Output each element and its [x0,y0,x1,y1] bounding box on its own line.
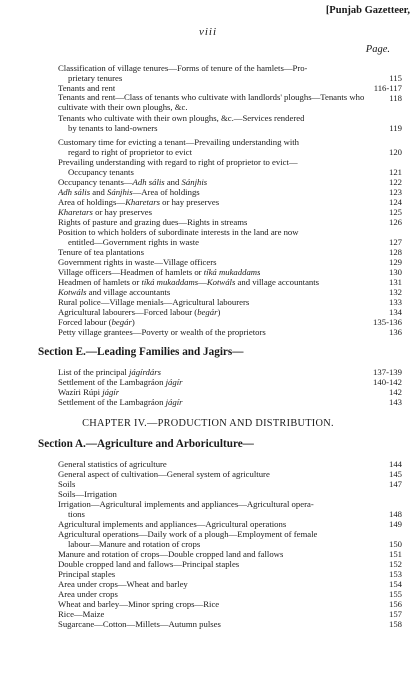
entry-title: Government rights in waste—Village officers [58,257,217,267]
entry-page-number: 134 [388,307,402,317]
entry-title: Wheat and barley—Minor spring crops—Rice [58,599,220,609]
entry-title: Settlement of the Lambagráon jágír [58,377,183,387]
entry-title: Area under crops—Wheat and barley [58,579,188,589]
entry-page-number: 122 [388,177,402,187]
entry-title: labour—Manure and rotation of crops [68,539,201,549]
entry-title: Tenants and rent—Class of tenants who cultivate with landlords' ploughs—Tenants who cultivate with their own ploughs, &c. [58,92,365,112]
entry-title: Village officers—Headmen of hamlets or tíká mukaddams [58,267,261,277]
publication-title: [Punjab Gazetteer, [325,5,410,16]
entry-page-number: 150 [388,539,402,549]
entry-page-number: 120 [388,147,402,157]
entry-page-number: 125 [388,207,402,217]
entry-page-number: 136 [388,327,402,337]
entry-title: Agricultural operations—Daily work of a plough—Employment of female [58,529,318,539]
entry-title: Soils [58,479,76,489]
page-column-label: Page. [365,44,390,55]
toc-entry [0,618,416,631]
entry-title: General aspect of cultivation—General system of agriculture [58,469,270,479]
entry-page-number: 116-117 [373,83,402,93]
entry-page-number: 121 [388,167,402,177]
entry-title: Settlement of the Lambagráon jágír [58,397,183,407]
entry-title: Headmen of hamlets or tíká mukaddams—Kotwáls and village accountants [58,277,320,287]
entry-title: Customary time for evicting a tenant—Prevailing understanding with [58,137,300,147]
entry-page-number: 142 [388,387,402,397]
section-heading: Section A.—Agriculture and Arboriculture— [38,438,254,450]
toc-entry [0,396,416,409]
entry-page-number: 148 [388,509,402,519]
entry-page-number: 127 [388,237,402,247]
entry-page-number: 140-142 [373,377,402,387]
entry-page-number: 133 [388,297,402,307]
entry-page-number: 130 [388,267,402,277]
entry-page-number: 143 [388,397,402,407]
entry-title: Kotwáls and village accountants [58,287,171,297]
entry-title: Rights of pasture and grazing dues—Rights in streams [58,217,248,227]
entry-page-number: 153 [388,569,402,579]
entry-page-number: 155 [388,589,402,599]
entry-page-number: 147 [388,479,402,489]
toc-entry [0,122,416,135]
entry-title: Occupancy tenants—Adh sális and Sánjhis [58,177,208,187]
entry-title: Wazíri Rúpi jágír [58,387,120,397]
entry-title: Agricultural labourers—Forced labour (begár) [58,307,221,317]
entry-title: Forced labour (begár) [58,317,135,327]
entry-title: Agricultural implements and appliances—Agricultural operations [58,519,287,529]
entry-title: Rice—Maize [58,609,105,619]
entry-page-number: 128 [388,247,402,257]
entry-page-number: 115 [389,73,402,83]
entry-page-number: 145 [388,469,402,479]
chapter-heading: CHAPTER IV.—PRODUCTION AND DISTRIBUTION. [82,418,334,429]
entry-title: Petty village grantees—Poverty or wealth of the proprietors [58,327,266,337]
entry-title: Sugarcane—Cotton—Millets—Autumn pulses [58,619,221,629]
entry-title: Adh sális and Sánjhis—Area of holdings [58,187,200,197]
entry-title: Tenants and rent [58,83,116,93]
entry-title: Rural police—Village menials—Agricultural labourers [58,297,250,307]
entry-title: by tenants to land-owners [68,123,158,133]
entry-title: Principal staples [58,569,116,579]
entry-page-number: 129 [388,257,402,267]
entry-page-number: 126 [388,217,402,227]
entry-page-number: 123 [388,187,402,197]
entry-title: List of the principal jágírdárs [58,367,161,377]
entry-title: Occupancy tenants [68,167,134,177]
entry-title: Position to which holders of subordinate interests in the land are now [58,227,299,237]
entry-page-number: 131 [388,277,402,287]
entry-title: Kharetars or hay preserves [58,207,153,217]
entry-page-number: 157 [388,609,402,619]
entry-title: Tenure of tea plantations [58,247,144,257]
entry-title: Prevailing understanding with regard to right of proprietor to evict— [58,157,298,167]
entry-page-number: 135-136 [373,317,402,327]
entry-page-number: 137-139 [373,367,402,377]
entry-title: General statistics of agriculture [58,459,167,469]
entry-title: prietary tenures [68,73,123,83]
entry-page-number: 132 [388,287,402,297]
entry-page-number: 149 [388,519,402,529]
entry-page-number: 152 [388,559,402,569]
page-number: viii [198,26,218,38]
entry-page-number: 124 [388,197,402,207]
entry-page-number: 158 [388,619,402,629]
entry-title: Irrigation—Agricultural implements and appliances—Agricultural opera- [58,499,314,509]
entry-page-number: 156 [388,599,402,609]
toc-entry [0,326,416,339]
entry-page-number: 118 [389,93,402,103]
entry-title: Area of holdings—Kharetars or hay preserves [58,197,220,207]
entry-page-number: 151 [388,549,402,559]
entry-page-number: 144 [388,459,402,469]
entry-page-number: 154 [388,579,402,589]
entry-page-number: 119 [389,123,402,133]
entry-title: Classification of village tenures—Forms of tenure of the hamlets—Pro- [58,63,308,73]
entry-title: Double cropped land and fallows—Principal staples [58,559,240,569]
entry-title: regard to right of proprietor to evict [68,147,192,157]
entry-title: Area under crops [58,589,118,599]
entry-title: Soils—Irrigation [58,489,117,499]
entry-title: entitled—Government rights in waste [68,237,200,247]
entry-title: Manure and rotation of crops—Double cropped land and fallows [58,549,284,559]
toc-entry [0,92,416,112]
entry-title: tions [68,509,85,519]
section-heading: Section E.—Leading Families and Jagirs— [38,346,244,358]
entry-title: Tenants who cultivate with their own ploughs, &c.—Services rendered [58,113,305,123]
